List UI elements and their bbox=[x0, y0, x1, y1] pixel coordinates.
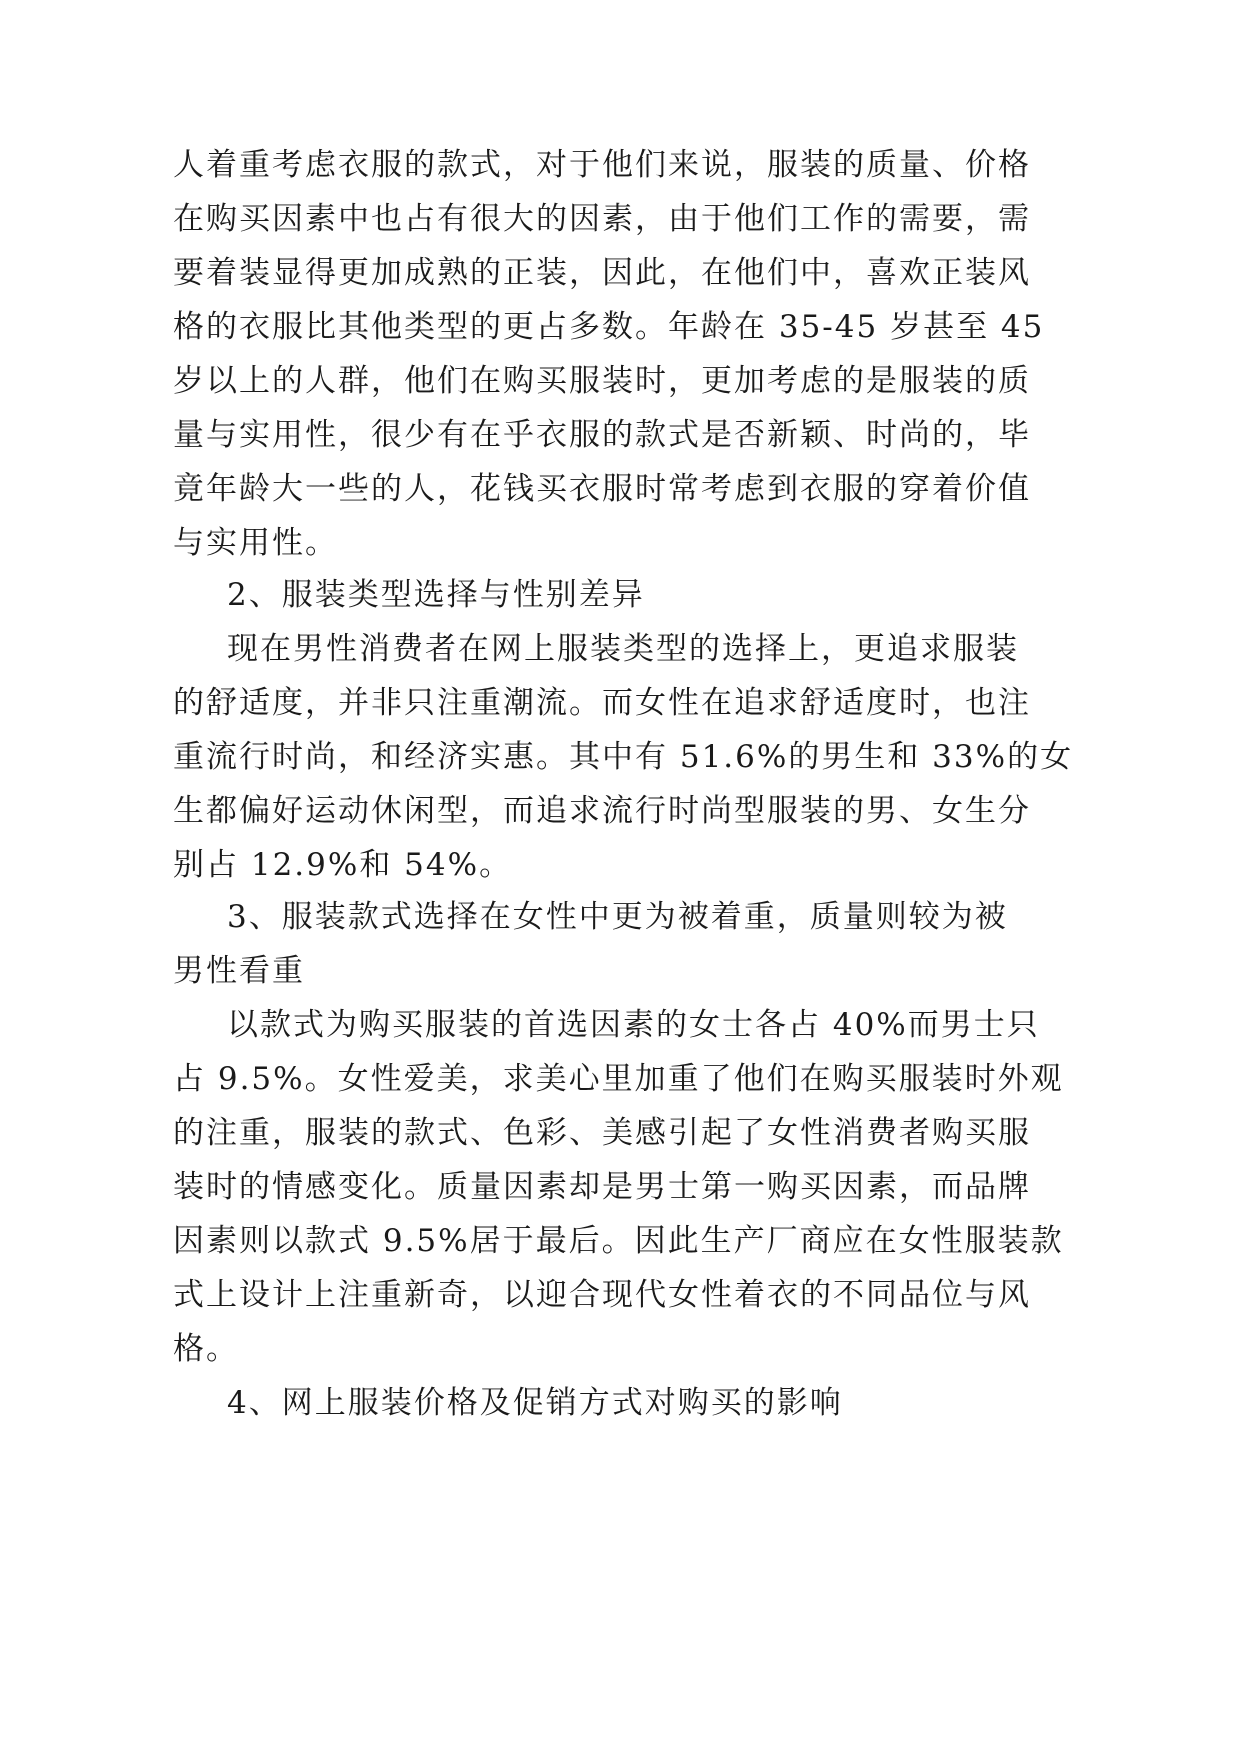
text-line: 别占 12.9%和 54%。 bbox=[173, 847, 513, 883]
text-line: 装时的情感变化。质量因素却是男士第一购买因素，而品牌 bbox=[173, 1169, 1031, 1205]
text-line: 占 9.5%。女性爱美，求美心里加重了他们在购买服装时外观 bbox=[173, 1061, 1064, 1097]
text-line: 竟年龄大一些的人，花钱买衣服时常考虑到衣服的穿着价值 bbox=[173, 471, 1031, 507]
text-line: 的注重，服装的款式、色彩、美感引起了女性消费者购买服 bbox=[173, 1115, 1031, 1151]
text-line: 4、网上服装价格及促销方式对购买的影响 bbox=[227, 1385, 843, 1421]
text-line: 量与实用性，很少有在乎衣服的款式是否新颖、时尚的，毕 bbox=[173, 417, 1031, 453]
text-line: 的舒适度，并非只注重潮流。而女性在追求舒适度时，也注 bbox=[173, 685, 1031, 721]
text-line: 格的衣服比其他类型的更占多数。年龄在 35-45 岁甚至 45 bbox=[173, 309, 1045, 345]
text-line: 在购买因素中也占有很大的因素，由于他们工作的需要，需 bbox=[173, 201, 1031, 237]
text-line: 2、服装类型选择与性别差异 bbox=[227, 577, 645, 613]
text-line: 人着重考虑衣服的款式，对于他们来说，服装的质量、价格 bbox=[173, 147, 1031, 183]
text-line: 岁以上的人群，他们在购买服装时，更加考虑的是服装的质 bbox=[173, 363, 1031, 399]
text-line: 重流行时尚，和经济实惠。其中有 51.6%的男生和 33%的女 bbox=[173, 739, 1074, 775]
text-line: 男性看重 bbox=[173, 953, 305, 989]
text-line: 与实用性。 bbox=[173, 525, 338, 561]
text-line: 生都偏好运动休闲型，而追求流行时尚型服装的男、女生分 bbox=[173, 793, 1031, 829]
text-line: 以款式为购买服装的首选因素的女士各占 40%而男士只 bbox=[227, 1007, 1040, 1043]
text-line: 式上设计上注重新奇，以迎合现代女性着衣的不同品位与风 bbox=[173, 1277, 1031, 1313]
text-line: 现在男性消费者在网上服装类型的选择上，更追求服装 bbox=[227, 631, 1019, 667]
text-line: 格。 bbox=[173, 1331, 239, 1367]
text-line: 3、服装款式选择在女性中更为被着重，质量则较为被 bbox=[227, 899, 1008, 935]
text-line: 要着装显得更加成熟的正装，因此，在他们中，喜欢正装风 bbox=[173, 255, 1031, 291]
text-line: 因素则以款式 9.5%居于最后。因此生产厂商应在女性服装款 bbox=[173, 1223, 1064, 1259]
